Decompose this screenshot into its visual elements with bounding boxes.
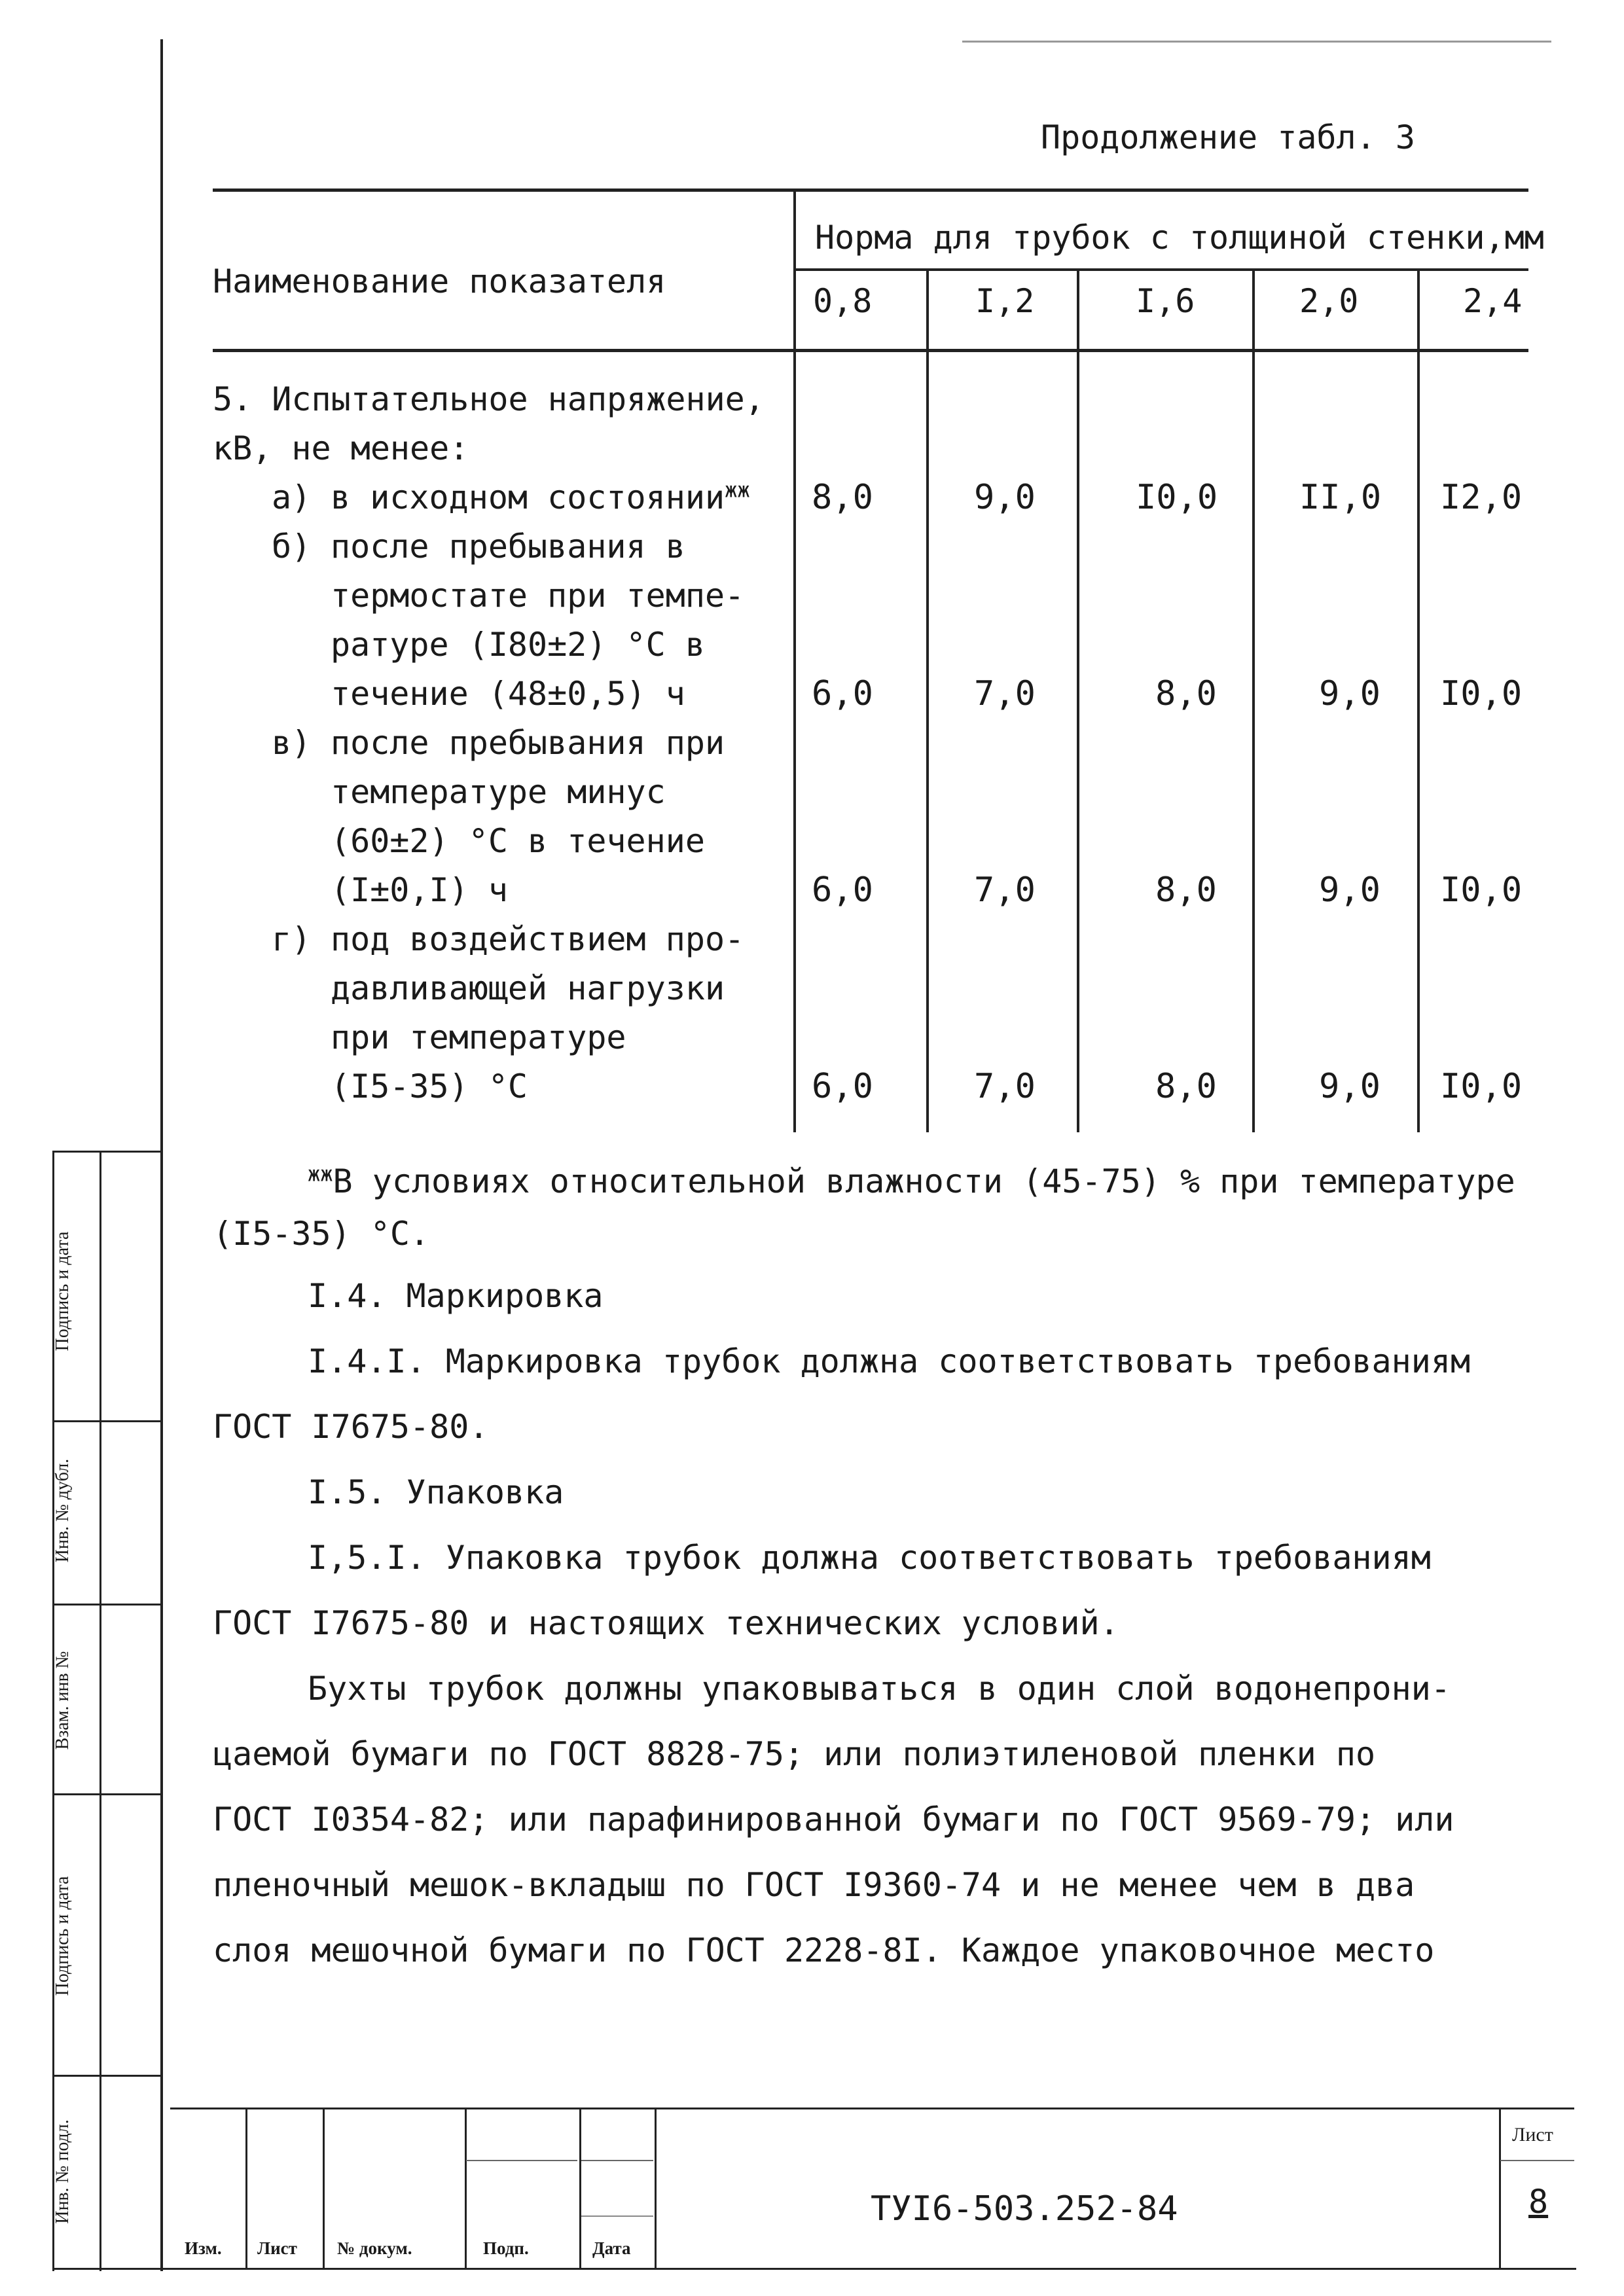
title-block-sheet-rule — [1500, 2160, 1574, 2161]
title-block-top-rule — [170, 2108, 1574, 2109]
section-1-4-title: I.4. Маркировка — [308, 1277, 604, 1315]
row-b-value-4: I0,0 — [1440, 674, 1523, 713]
title-block-bottom-rule — [162, 2268, 1576, 2270]
row-a-value-0: 8,0 — [812, 478, 873, 517]
thickness-0: 0,8 — [813, 282, 873, 320]
row-a-marker: а) — [272, 478, 312, 516]
row-a-value-1: 9,0 — [974, 478, 1036, 517]
row-d-line-3: (I5-35) °С — [331, 1067, 528, 1105]
row-a-value-4: I2,0 — [1440, 478, 1523, 517]
row-d-marker: г) — [272, 920, 312, 958]
col-line-2 — [926, 270, 929, 1132]
item-5-subtitle: кВ, не менее: — [213, 429, 469, 467]
row-b-value-2: 8,0 — [1155, 674, 1217, 713]
section-1-4-1-line2: ГОСТ I7675-80. — [213, 1408, 489, 1446]
paragraph-line-0: Бухты трубок должны упаковываться в один слой водонепрони- — [308, 1670, 1451, 1708]
row-d-line-2: при температуре — [331, 1018, 626, 1056]
thickness-1: I,2 — [975, 282, 1035, 320]
row-b-line-0: после пребывания в — [331, 528, 685, 565]
side-stamp-top-rule — [52, 1151, 162, 1153]
row-a-value-2: I0,0 — [1136, 478, 1218, 517]
side-stamp-sign-date-top: Подпись и дата — [52, 1231, 73, 1352]
row-c-value-2: 8,0 — [1155, 870, 1217, 910]
row-d-value-4: I0,0 — [1440, 1067, 1523, 1106]
col-line-3 — [1077, 270, 1079, 1132]
col-line-1 — [793, 190, 796, 1132]
thickness-2: I,6 — [1136, 282, 1195, 320]
row-c-line-0: после пребывания при — [331, 724, 725, 762]
thickness-4: 2,4 — [1463, 282, 1523, 320]
header-parameter-name: Наименование показателя — [213, 262, 666, 300]
row-c-value-4: I0,0 — [1440, 870, 1523, 910]
side-stamp-div-1 — [52, 1420, 162, 1422]
section-1-5-title: I.5. Упаковка — [308, 1473, 564, 1511]
row-c-value-3: 9,0 — [1319, 870, 1380, 910]
title-block-podp: Подп. — [483, 2238, 529, 2258]
title-block-doc-code: ТУI6-503.252-84 — [871, 2189, 1178, 2229]
row-c-value-1: 7,0 — [974, 870, 1036, 910]
title-block-small-rule-1 — [466, 2160, 577, 2161]
row-d-line-1: давливающей нагрузки — [331, 969, 725, 1007]
paragraph-line-3: пленочный мешок-вкладыш по ГОСТ I9360-74 и не менее чем в два — [213, 1866, 1415, 1904]
side-stamp-inv-podl: Инв. № подл. — [52, 2119, 73, 2224]
title-block-izm: Изм. — [185, 2238, 222, 2258]
col-line-5 — [1417, 270, 1420, 1132]
table-top-rule — [213, 188, 1528, 192]
title-block-sheet-number: 8 — [1528, 2183, 1549, 2221]
row-d-value-0: 6,0 — [812, 1067, 873, 1106]
footnote — [308, 1162, 1515, 1201]
row-b-marker: б) — [272, 528, 312, 565]
row-d-value-2: 8,0 — [1155, 1067, 1217, 1106]
thickness-3: 2,0 — [1299, 282, 1359, 320]
title-block-small-rule-3 — [581, 2215, 653, 2217]
side-stamp-div-3 — [52, 1793, 162, 1795]
row-a-value-3: II,0 — [1299, 478, 1382, 517]
table-header-bottom-rule — [213, 349, 1528, 352]
paragraph-line-1: цаемой бумаги по ГОСТ 8828-75; или полиэтиленовой пленки по — [213, 1735, 1376, 1773]
side-stamp-div-4 — [52, 2075, 162, 2077]
row-d-line-0: под воздействием про- — [331, 920, 745, 958]
title-block-small-rule-2 — [581, 2160, 653, 2161]
side-stamp-bottom-rule — [52, 2268, 162, 2270]
row-a-footnote-mark: жж — [725, 477, 750, 503]
section-1-5-1-line1: I,5.I. Упаковка трубок должна соответствовать требованиям — [308, 1539, 1431, 1577]
row-c-marker: в) — [272, 724, 312, 762]
top-dashed-line — [962, 41, 1551, 43]
footnote-line1: В условиях относительной влажности (45-75) % при температуре — [333, 1162, 1515, 1200]
row-c-line-3: (I±0,I) ч — [331, 871, 508, 909]
title-block-col-3 — [465, 2109, 467, 2269]
row-b-line-1: термостате при темпе- — [331, 577, 745, 615]
side-stamp-sign-date-bottom: Подпись и дата — [52, 1876, 73, 1996]
row-b-value-3: 9,0 — [1319, 674, 1380, 713]
title-block-col-1 — [245, 2109, 247, 2269]
row-c-line-2: (60±2) °С в течение — [331, 822, 705, 860]
row-a-line-0: в исходном состоянии — [331, 478, 725, 516]
row-d-value-1: 7,0 — [974, 1067, 1036, 1106]
paragraph-line-4: слоя мешочной бумаги по ГОСТ 2228-8I. Каждое упаковочное место — [213, 1931, 1435, 1969]
title-block-dokum: № докум. — [337, 2238, 412, 2258]
row-b-line-2: ратуре (I80±2) °С в — [331, 626, 705, 664]
continuation-label: Продолжение табл. 3 — [1041, 118, 1415, 156]
side-stamp-div-2 — [52, 1604, 162, 1605]
col-line-4 — [1252, 270, 1255, 1132]
row-c-value-0: 6,0 — [812, 870, 873, 910]
side-stamp-vzam-inv: Взам. инв № — [52, 1651, 73, 1750]
title-block-col-2 — [323, 2109, 325, 2269]
row-c-line-1: температуре минус — [331, 773, 666, 811]
title-block-col-4 — [579, 2109, 581, 2269]
side-stamp-inner-line — [99, 1152, 101, 2271]
paragraph-line-2: ГОСТ I0354-82; или парафинированной бумаги по ГОСТ 9569-79; или — [213, 1801, 1454, 1839]
header-norm: Норма для трубок с толщиной стенки,мм — [815, 219, 1544, 257]
side-stamp-inv-dubl: Инв. № дубл. — [52, 1458, 73, 1563]
row-a-text — [331, 478, 750, 517]
section-1-4-1-line1: I.4.I. Маркировка трубок должна соответствовать требованиям — [308, 1342, 1471, 1380]
title-block-col-5 — [655, 2109, 657, 2269]
row-b-value-1: 7,0 — [974, 674, 1036, 713]
row-b-line-3: течение (48±0,5) ч — [331, 675, 685, 713]
footnote-line2: (I5-35) °С. — [213, 1215, 430, 1253]
row-d-value-3: 9,0 — [1319, 1067, 1380, 1106]
footnote-mark: жж — [308, 1161, 333, 1187]
section-1-5-1-line2: ГОСТ I7675-80 и настоящих технических условий. — [213, 1604, 1119, 1642]
title-block-sheet-label: Лист — [1512, 2124, 1553, 2145]
title-block-data: Дата — [592, 2238, 631, 2258]
row-b-value-0: 6,0 — [812, 674, 873, 713]
title-block-list: Лист — [257, 2238, 297, 2258]
left-page-border — [160, 39, 163, 2271]
item-5-title: 5. Испытательное напряжение, — [213, 380, 765, 418]
title-block-sheet-divider — [1499, 2109, 1501, 2269]
